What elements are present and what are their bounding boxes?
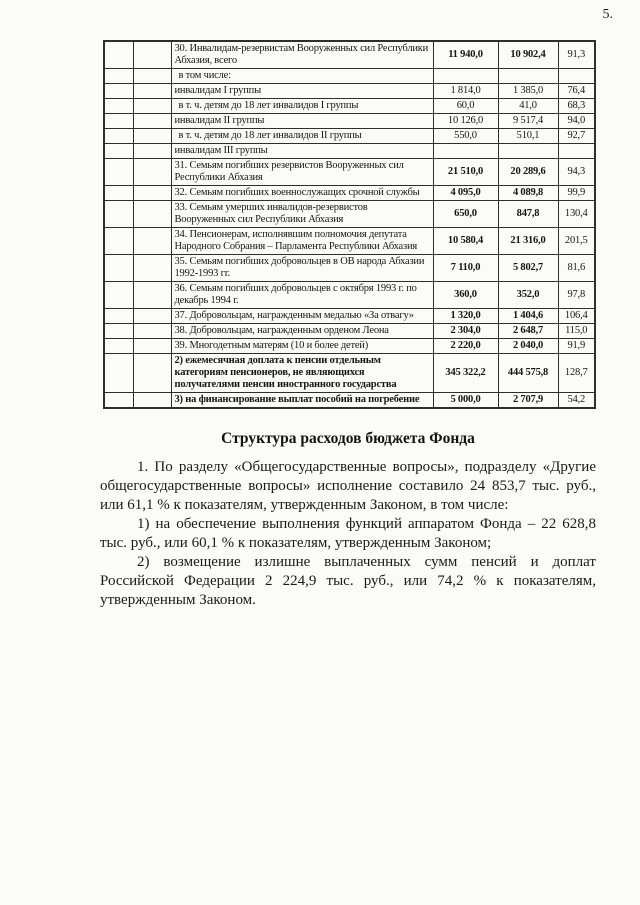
table-row <box>104 201 595 228</box>
row-percent-value: 92,7 <box>558 129 595 144</box>
row-plan-value: 650,0 <box>433 201 498 228</box>
row-percent-value: 130,4 <box>558 201 595 228</box>
row-percent-value: 54,2 <box>558 393 595 409</box>
row-plan-value: 21 510,0 <box>433 159 498 186</box>
table-row <box>104 393 595 409</box>
row-plan-value: 7 110,0 <box>433 255 498 282</box>
row-left-cell-2 <box>133 228 171 255</box>
row-left-cell-2 <box>133 114 171 129</box>
row-plan-value: 2 220,0 <box>433 339 498 354</box>
section-heading: Структура расходов бюджета Фонда <box>221 430 475 447</box>
row-percent-value: 68,3 <box>558 99 595 114</box>
row-fact-value: 847,8 <box>498 201 558 228</box>
row-left-cell-1 <box>104 339 133 354</box>
row-left-cell-1 <box>104 282 133 309</box>
table-row <box>104 186 595 201</box>
row-percent-value: 201,5 <box>558 228 595 255</box>
row-plan-value: 550,0 <box>433 129 498 144</box>
row-percent-value: 115,0 <box>558 324 595 339</box>
row-fact-value: 2 707,9 <box>498 393 558 409</box>
row-plan-value: 10 126,0 <box>433 114 498 129</box>
row-label: 32. Семьям погибших военнослужащих срочной службы <box>171 186 433 201</box>
row-left-cell-1 <box>104 99 133 114</box>
row-left-cell-1 <box>104 354 133 393</box>
table-row <box>104 129 595 144</box>
row-left-cell-1 <box>104 201 133 228</box>
page-number: 5. <box>602 7 613 22</box>
row-fact-value: 10 902,4 <box>498 41 558 69</box>
table-row <box>104 114 595 129</box>
row-plan-value: 11 940,0 <box>433 41 498 69</box>
table-row <box>104 228 595 255</box>
row-left-cell-2 <box>133 393 171 409</box>
row-percent-value <box>558 144 595 159</box>
row-left-cell-1 <box>104 393 133 409</box>
row-left-cell-1 <box>104 144 133 159</box>
row-left-cell-1 <box>104 228 133 255</box>
table-row <box>104 354 595 393</box>
row-label: 34. Пенсионерам, исполнявшим полномочия депутата Народного Собрания – Парламента Республики Абхазия <box>171 228 433 255</box>
row-left-cell-2 <box>133 255 171 282</box>
row-percent-value: 91,9 <box>558 339 595 354</box>
row-left-cell-2 <box>133 201 171 228</box>
table-body <box>104 41 595 408</box>
row-plan-value: 10 580,4 <box>433 228 498 255</box>
row-left-cell-2 <box>133 144 171 159</box>
row-left-cell-2 <box>133 186 171 201</box>
row-plan-value: 60,0 <box>433 99 498 114</box>
row-left-cell-2 <box>133 41 171 69</box>
row-plan-value: 4 095,0 <box>433 186 498 201</box>
row-label: в т. ч. детям до 18 лет инвалидов II группы <box>171 129 433 144</box>
row-fact-value: 41,0 <box>498 99 558 114</box>
row-left-cell-2 <box>133 354 171 393</box>
row-left-cell-2 <box>133 309 171 324</box>
row-left-cell-2 <box>133 339 171 354</box>
row-percent-value: 76,4 <box>558 84 595 99</box>
row-percent-value: 99,9 <box>558 186 595 201</box>
row-percent-value <box>558 69 595 84</box>
budget-table <box>103 40 596 409</box>
row-label: 38. Добровольцам, награжденным орденом Леона <box>171 324 433 339</box>
row-label: инвалидам I группы <box>171 84 433 99</box>
row-left-cell-1 <box>104 69 133 84</box>
row-fact-value: 2 040,0 <box>498 339 558 354</box>
row-label: 35. Семьям погибших добровольцев в ОВ народа Абхазии 1992-1993 гг. <box>171 255 433 282</box>
row-left-cell-2 <box>133 324 171 339</box>
row-label: 3) на финансирование выплат пособий на погребение <box>171 393 433 409</box>
table-row <box>104 144 595 159</box>
table-row <box>104 99 595 114</box>
row-label: инвалидам III группы <box>171 144 433 159</box>
row-left-cell-2 <box>133 84 171 99</box>
row-label: инвалидам II группы <box>171 114 433 129</box>
row-label: 30. Инвалидам-резервистам Вооруженных сил Республики Абхазия, всего <box>171 41 433 69</box>
table-row <box>104 282 595 309</box>
row-plan-value: 1 320,0 <box>433 309 498 324</box>
row-plan-value: 2 304,0 <box>433 324 498 339</box>
row-percent-value: 97,8 <box>558 282 595 309</box>
row-plan-value: 5 000,0 <box>433 393 498 409</box>
row-label: 37. Добровольцам, награжденным медалью «За отвагу» <box>171 309 433 324</box>
row-left-cell-2 <box>133 282 171 309</box>
row-left-cell-1 <box>104 309 133 324</box>
row-fact-value: 21 316,0 <box>498 228 558 255</box>
row-left-cell-1 <box>104 186 133 201</box>
table-row <box>104 41 595 69</box>
row-label: в том числе: <box>171 69 433 84</box>
row-plan-value: 345 322,2 <box>433 354 498 393</box>
row-percent-value: 91,3 <box>558 41 595 69</box>
row-fact-value: 2 648,7 <box>498 324 558 339</box>
row-fact-value <box>498 144 558 159</box>
table-row <box>104 84 595 99</box>
row-fact-value: 444 575,8 <box>498 354 558 393</box>
row-left-cell-1 <box>104 255 133 282</box>
row-left-cell-2 <box>133 129 171 144</box>
row-label: 33. Семьям умерших инвалидов-резервистов Вооруженных сил Республики Абхазия <box>171 201 433 228</box>
row-percent-value: 94,0 <box>558 114 595 129</box>
row-left-cell-2 <box>133 99 171 114</box>
row-left-cell-1 <box>104 324 133 339</box>
row-fact-value: 4 089,8 <box>498 186 558 201</box>
row-label: 31. Семьям погибших резервистов Вооруженных сил Республики Абхазия <box>171 159 433 186</box>
row-fact-value: 1 385,0 <box>498 84 558 99</box>
row-plan-value <box>433 144 498 159</box>
row-fact-value: 1 404,6 <box>498 309 558 324</box>
row-fact-value: 510,1 <box>498 129 558 144</box>
paragraph-1: 1. По разделу «Общегосударственные вопросы», подразделу «Другие общегосударственные вопросы» исполнение составило 24 853,7 тыс. руб., или 61,1 % к показателям, утвержденным Законом, в том числе: <box>100 459 596 513</box>
table-row <box>104 159 595 186</box>
row-fact-value: 352,0 <box>498 282 558 309</box>
table-row <box>104 324 595 339</box>
row-fact-value: 5 802,7 <box>498 255 558 282</box>
row-plan-value: 360,0 <box>433 282 498 309</box>
row-left-cell-1 <box>104 114 133 129</box>
row-label: 36. Семьям погибших добровольцев с октября 1993 г. по декабрь 1994 г. <box>171 282 433 309</box>
row-left-cell-1 <box>104 129 133 144</box>
paragraph-2: 1) на обеспечение выполнения функций аппаратом Фонда – 22 628,8 тыс. руб., или 60,1 % к показателям, утвержденным Законом; <box>100 516 596 551</box>
table-row <box>104 339 595 354</box>
row-percent-value: 94,3 <box>558 159 595 186</box>
row-left-cell-1 <box>104 41 133 69</box>
row-percent-value: 81,6 <box>558 255 595 282</box>
table-row <box>104 309 595 324</box>
table-row <box>104 69 595 84</box>
row-percent-value: 106,4 <box>558 309 595 324</box>
row-percent-value: 128,7 <box>558 354 595 393</box>
row-label: в т. ч. детям до 18 лет инвалидов I группы <box>171 99 433 114</box>
row-fact-value <box>498 69 558 84</box>
row-left-cell-2 <box>133 159 171 186</box>
row-left-cell-1 <box>104 159 133 186</box>
row-fact-value: 9 517,4 <box>498 114 558 129</box>
row-left-cell-2 <box>133 69 171 84</box>
row-label: 2) ежемесячная доплата к пенсии отдельным категориям пенсионеров, не являющихся получателями пенсии иностранного государства <box>171 354 433 393</box>
table-row <box>104 255 595 282</box>
row-plan-value: 1 814,0 <box>433 84 498 99</box>
row-left-cell-1 <box>104 84 133 99</box>
row-plan-value <box>433 69 498 84</box>
paragraph-3: 2) возмещение излишне выплаченных сумм пенсий и доплат Российской Федерации 2 224,9 тыс. руб., или 74,2 % к показателям, утвержденным Законом. <box>100 554 596 608</box>
row-label: 39. Многодетным матерям (10 и более детей) <box>171 339 433 354</box>
row-fact-value: 20 289,6 <box>498 159 558 186</box>
